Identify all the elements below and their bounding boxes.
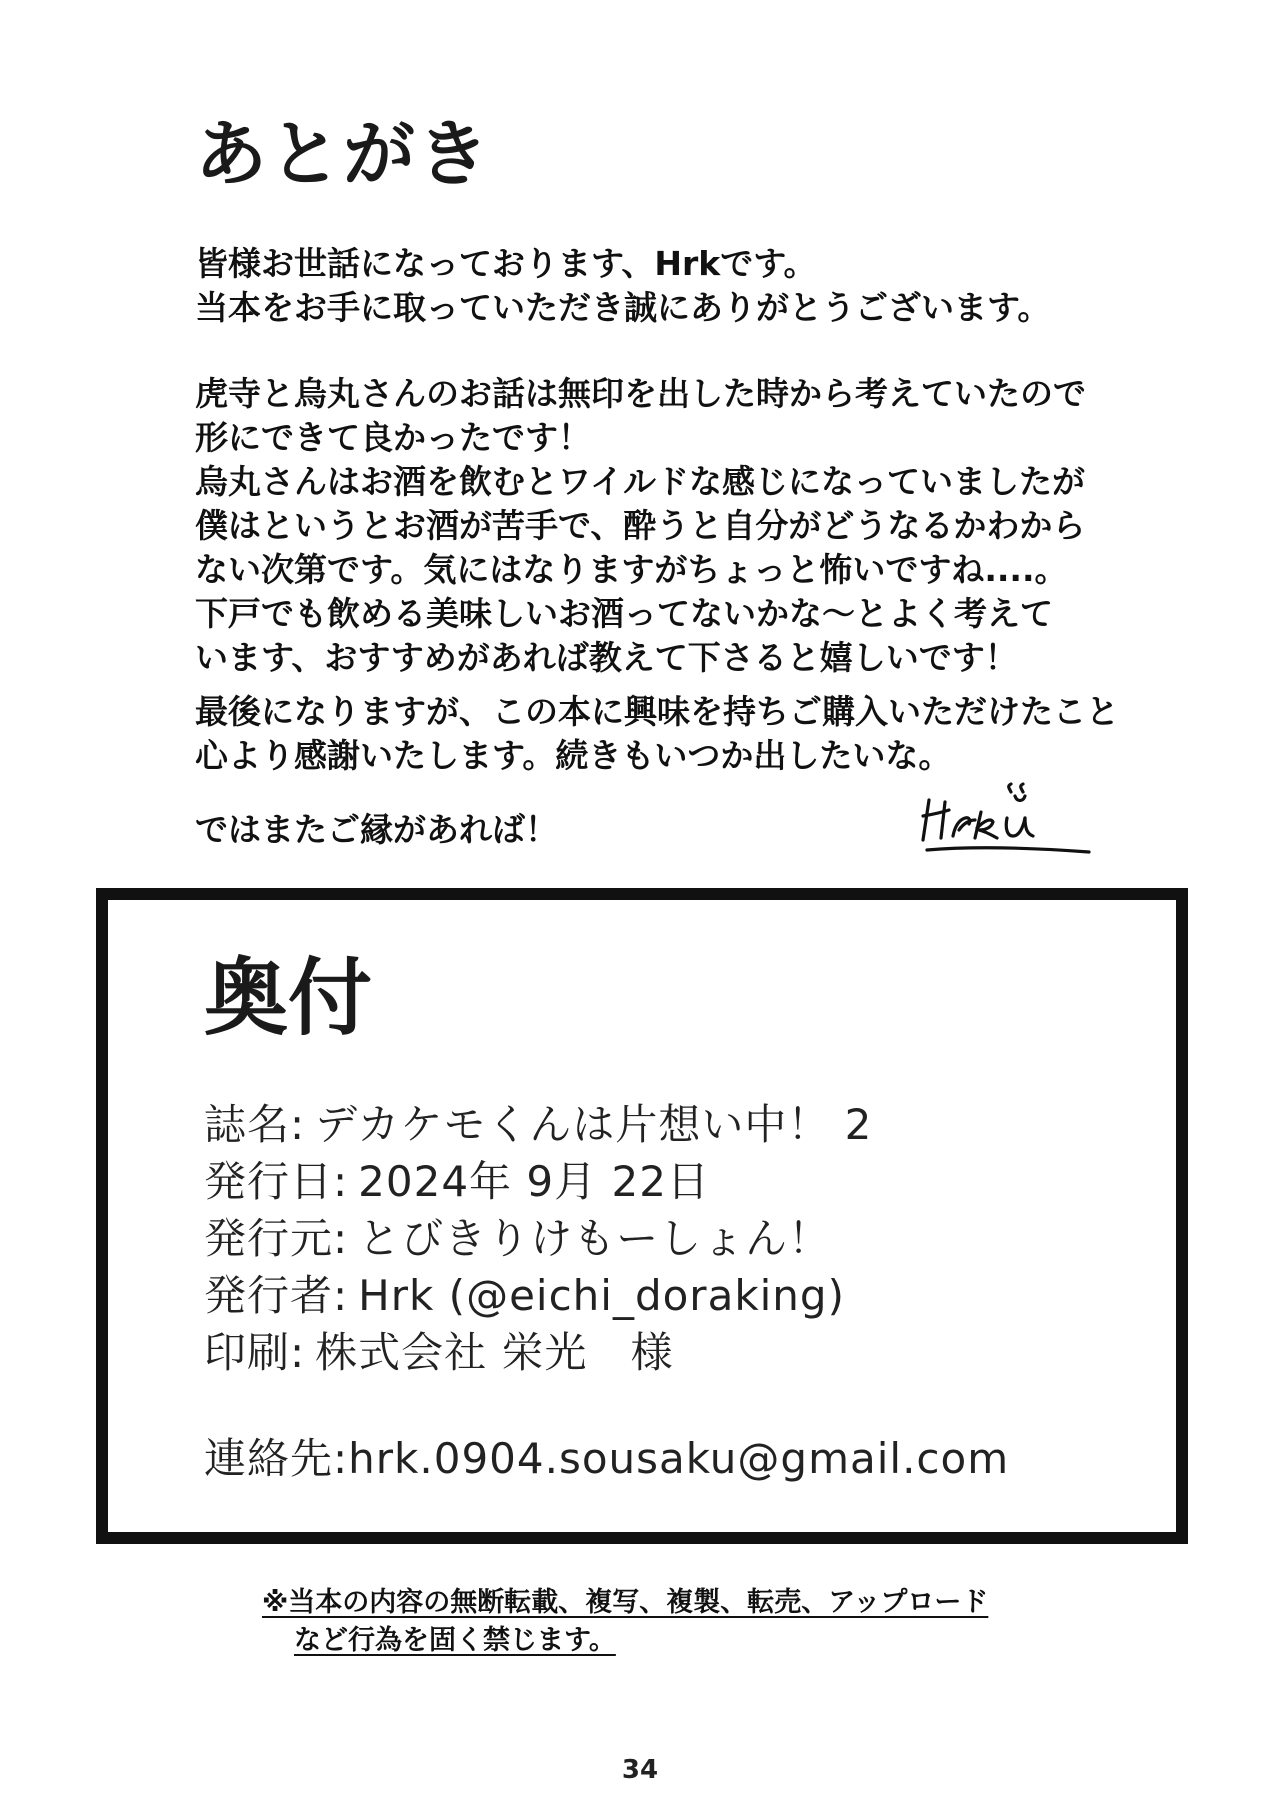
contact-email: hrk.0904.sousaku@gmail.com xyxy=(348,1434,1010,1483)
colophon-label: 印刷: xyxy=(204,1328,306,1377)
afterword-line: 最後になりますが、この本に興味を持ちご購入いただけたこと xyxy=(195,692,1119,731)
page-number: 34 xyxy=(621,1755,659,1785)
colophon-label: 誌名: xyxy=(204,1100,306,1149)
colophon-row-title xyxy=(204,1096,872,1153)
colophon-box xyxy=(96,888,1188,1544)
afterword-line: 虎寺と烏丸さんのお話は無印を出した時から考えていたので xyxy=(195,374,1086,413)
colophon-value: 2024年 9月 22日 xyxy=(358,1157,710,1206)
colophon-label: 発行者: xyxy=(204,1271,349,1320)
afterword-line: ではまたご縁があれば！ xyxy=(195,810,558,849)
afterword-line: 僕はというとお酒が苦手で、酔うと自分がどうなるかわから xyxy=(195,506,1086,545)
afterword-line: ない次第です。気にはなりますがちょっと怖いですね....。 xyxy=(195,550,1068,589)
colophon-row-publisher xyxy=(204,1210,872,1267)
afterword-title: あとがき xyxy=(195,112,492,196)
colophon-label: 発行元: xyxy=(204,1214,349,1263)
afterword-paragraph-closing xyxy=(195,808,558,852)
afterword-line: 当本をお手に取っていただき誠にありがとうございます。 xyxy=(195,288,1051,327)
afterword-line: 烏丸さんはお酒を飲むとワイルドな感じになっていましたが xyxy=(195,462,1086,501)
colophon-value: デカケモくんは片想い中！ 2 xyxy=(315,1100,873,1149)
colophon-row-author xyxy=(204,1267,872,1324)
colophon-value: 株式会社 栄光 様 xyxy=(315,1328,674,1377)
afterword-paragraph-thanks xyxy=(195,690,1119,778)
colophon-title: 奥付 xyxy=(204,949,373,1047)
colophon-value: Hrk (@eichi_doraking) xyxy=(358,1271,845,1320)
afterword-line: 下戸でも飲める美味しいお酒ってないかな～とよく考えて xyxy=(195,594,1053,633)
colophon-rows xyxy=(204,1096,872,1381)
afterword-paragraph-greeting xyxy=(195,242,1050,330)
colophon-row-printer xyxy=(204,1324,872,1381)
colophon-row-date xyxy=(204,1153,872,1210)
afterword-line: 皆様お世話になっております、Hrkです。 xyxy=(195,244,817,283)
copyright-notice xyxy=(262,1584,988,1660)
colophon-label: 発行日: xyxy=(204,1157,349,1206)
notice-line: ※当本の内容の無断転載、複写、複製、転売、アップロード xyxy=(262,1587,989,1618)
notice-line: など行為を固く禁じます。 xyxy=(294,1625,616,1656)
afterword-line: 形にできて良かったです！ xyxy=(195,418,591,457)
afterword-line: います、おすすめがあれば教えて下さると嬉しいです！ xyxy=(195,638,1018,677)
handwritten-signature xyxy=(915,772,1095,862)
afterword-paragraph-story xyxy=(195,372,1086,680)
colophon-label: 連絡先: xyxy=(204,1434,349,1483)
colophon-row-contact xyxy=(204,1430,1009,1487)
afterword-line: 心より感謝いたします。続きもいつか出したいな。 xyxy=(195,736,952,775)
colophon-value: とびきりけもーしょん！ xyxy=(358,1214,832,1263)
